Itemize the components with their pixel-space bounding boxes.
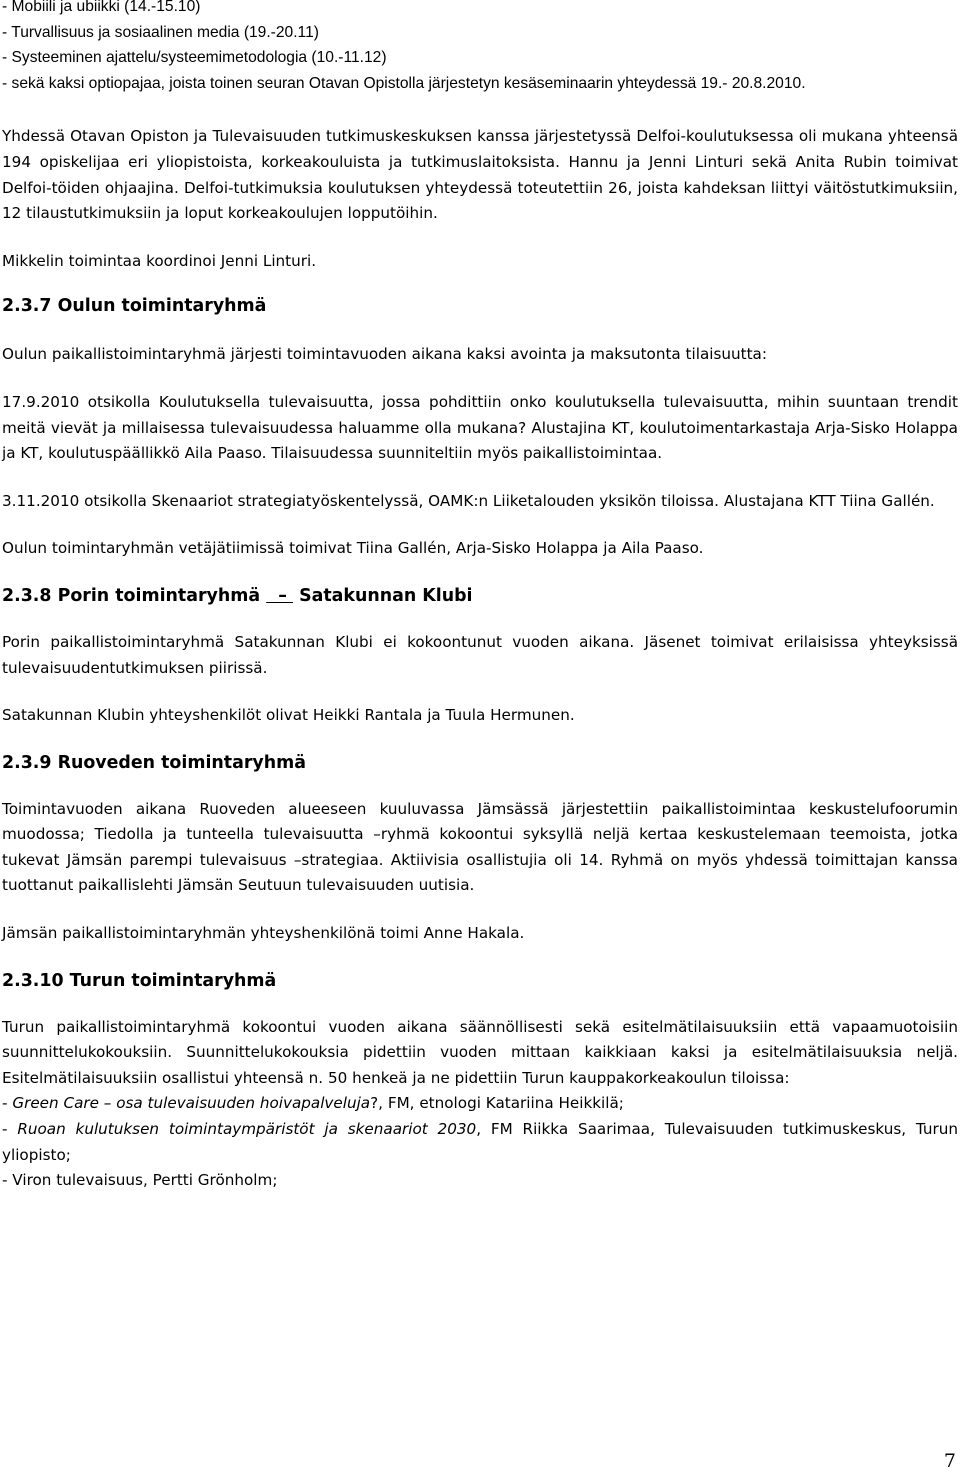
paragraph: 17.9.2010 otsikolla Koulutuksella tulevaisuutta, jossa pohdittiin onko koulutuksella tulevaisuutta, mihin suuntaan trendit meitä vievät ja millaisessa tulevaisuudessa haluamme olla mukana? Alustajina KT, koulutoimentarkastaja Arja-Sisko Holappa ja KT, koulutuspäällikkö Aila Paaso. Tilaisuudessa suunniteltiin myös paikallistoimintaa. [2,392,958,463]
section-heading-turku: 2.3.10 Turun toimintaryhmä [2,970,277,991]
list-item: - Turvallisuus ja sosiaalinen media (19.-20.11) [2,23,319,41]
section-heading-pori [2,584,958,608]
paragraph: Jämsän paikallistoimintaryhmän yhteyshenkilönä toimi Anne Hakala. [2,924,525,943]
section-heading-ruovesi: 2.3.9 Ruoveden toimintaryhmä [2,752,306,773]
paragraph: Toimintavuoden aikana Ruoveden alueeseen kuuluvassa Jämsässä järjestettiin paikallistoimintaa keskustelufoorumin muodossa; Tiedolla ja tunteella tulevaisuutta –ryhmä kokoontui syksyllä neljä kertaa keskustelemaan teemoista, jotka tukevat Jämsän parempi tulevaisuus –strategiaa. Aktiivisia osallistujia oli 14. Ryhmä on myös yhdessä toimittajan kanssa tuottanut paikallislehti Jämsän Seutuun tulevaisuuden uutisia. [2,799,958,895]
paragraph: 3.11.2010 otsikolla Skenaariot strategiatyöskentelyssä, OAMK:n Liiketalouden yksikön tiloissa. Alustajana KTT Tiina Gallén. [2,491,935,510]
paragraph: Yhdessä Otavan Opiston ja Tulevaisuuden tutkimuskeskuksen kanssa järjestetyssä Delfoi-koulutuksessa oli mukana yhteensä 194 opiskelijaa eri yliopistoista, korkeakouluista ja tutkimuslaitoksista. Hannu ja Jenni Linturi sekä Anita Rubin toimivat Delfoi-töiden ohjaajina. Delfoi-tutkimuksia koulutuksen yhteydessä toteutettiin 26, joista kahdeksan liittyi väitöstutkimuksiin, 12 tilaustutkimuksiin ja loput korkeakoulujen lopputöihin. [2,127,958,223]
heading-text: 2.3.8 Porin toimintaryhmä [2,585,261,606]
paragraph: Mikkelin toimintaa koordinoi Jenni Linturi. [2,251,317,270]
talk-title: Green Care – osa tulevaisuuden hoivapalveluja [12,1094,371,1113]
list-item: - Viron tulevaisuus, Pertti Grönholm; [2,1171,278,1190]
paragraph: Satakunnan Klubin yhteyshenkilöt olivat Heikki Rantala ja Tuula Hermunen. [2,706,575,725]
talk-title: Ruoan kulutuksen toimintaympäristöt ja skenaariot 2030 [17,1120,477,1139]
page-number: 7 [943,1450,956,1472]
paragraph: Oulun toimintaryhmän vetäjätiimissä toimivat Tiina Gallén, Arja-Sisko Holappa ja Aila Paaso. [2,539,704,558]
list-item: - sekä kaksi optiopajaa, joista toinen seuran Otavan Opistolla järjestetyn kesäseminaarin yhteydessä 19.- 20.8.2010. [2,74,806,92]
list-item: - Ruoan kulutuksen toimintaympäristöt ja skenaariot 2030, FM Riikka Saarimaa, Tulevaisuuden tutkimuskeskus, Turun yliopisto; [2,1120,958,1164]
seminar-list [2,0,958,96]
list-item: - Green Care – osa tulevaisuuden hoivapalveluja?, FM, etnologi Katariina Heikkilä; [2,1094,624,1113]
document-page [2,0,958,1194]
heading-subtitle: Satakunnan Klubi [299,585,473,606]
list-item: - Systeeminen ajattelu/systeemimetodologia (10.-11.12) [2,49,387,67]
heading-dash: – [266,585,294,606]
list-item: - Mobiili ja ubiikki (14.-15.10) [2,0,201,15]
paragraph: Porin paikallistoimintaryhmä Satakunnan Klubi ei kokoontunut vuoden aikana. Jäsenet toimivat erilaisissa yhteyksissä tulevaisuudentutkimuksen piirissä. [2,632,958,677]
paragraph: Turun paikallistoimintaryhmä kokoontui vuoden aikana säännöllisesti sekä esitelmätilaisuuksiin että vapaamuotoisiin suunnittelukokouksiin. Suunnittelukokouksia pidettiin vuoden mittaan kaikkiaan kaksi ja esitelmätilaisuuksia neljä. Esitelmätilaisuuksiin osallistui yhteensä n. 50 henkeä ja ne pidettiin Turun kauppakorkeakoulun tiloissa: [2,1017,958,1087]
paragraph: Oulun paikallistoimintaryhmä järjesti toimintavuoden aikana kaksi avointa ja maksutonta tilaisuutta: [2,345,767,364]
section-heading-oulu: 2.3.7 Oulun toimintaryhmä [2,296,267,317]
